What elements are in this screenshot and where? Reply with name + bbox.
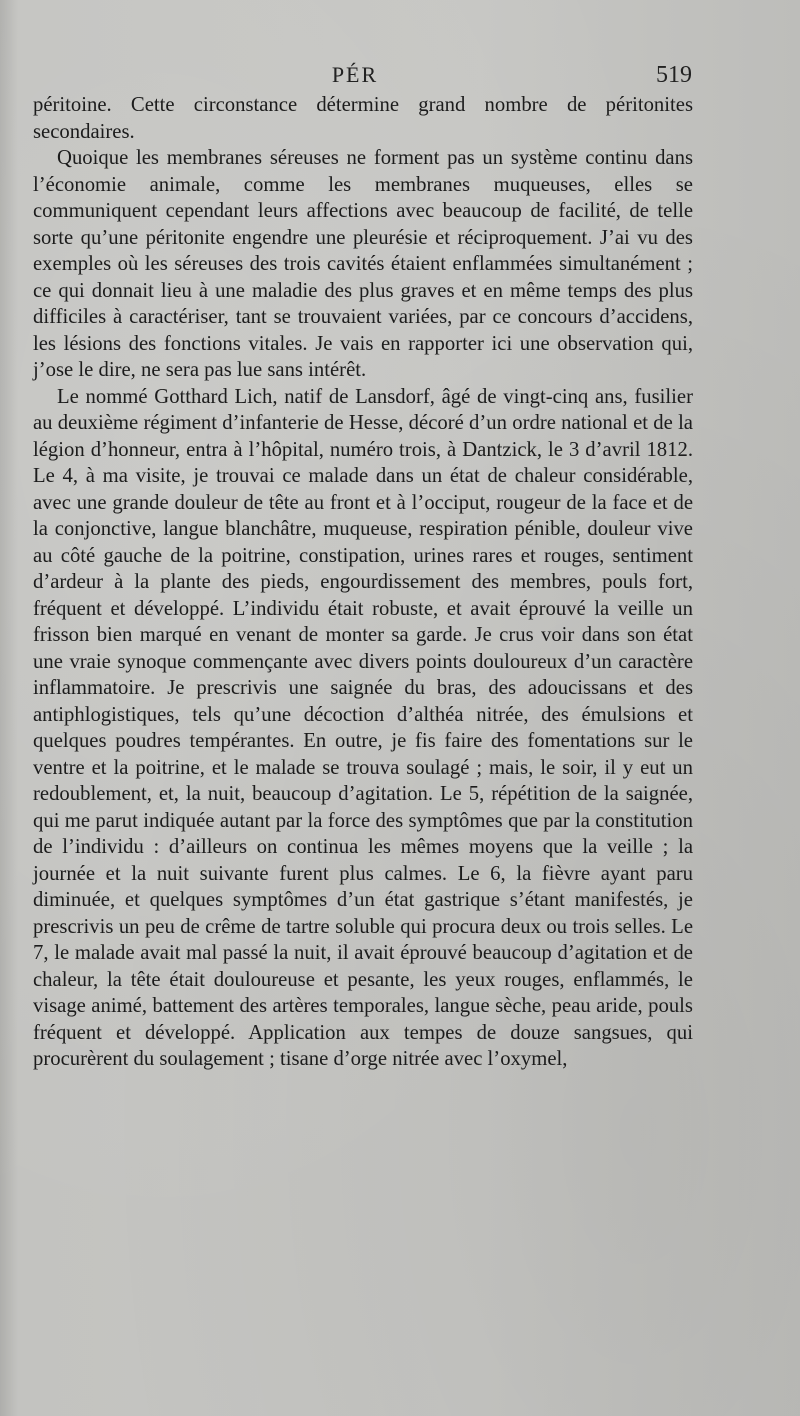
paragraph-continuation: péritoine. Cette circonstance détermine grand nombre de péritonites secondaires. <box>33 94 693 143</box>
running-head <box>0 62 800 96</box>
paragraph-serous-membranes: Quoique les membranes séreuses ne forment pas un système continu dans l’économie animale, comme les membranes muqueuses, elles se communiquent cependant leurs affections avec beaucoup de facilité, de telle sorte qu’une péritonite engendre une pleurésie et réciproquement. J’ai vu des exemples où les séreuses des trois cavités étaient enflammées simultanément ; ce qui donnait lieu à une maladie des plus graves et en même temps des plus difficiles à caractériser, tant se trouvaient variées, par ce concours d’accidens, les lésions des fonctions vitales. Je vais en rapporter ici une observation qui, j’ose le dire, ne sera pas lue sans intérêt. <box>33 147 693 381</box>
body-text <box>33 92 693 1073</box>
page-number: 519 <box>656 62 692 88</box>
running-title: PÉR <box>331 62 379 87</box>
paragraph-case-observation: Le nommé Gotthard Lich, natif de Lansdorf, âgé de vingt-cinq ans, fusilier au deuxième régiment d’infanterie de Hesse, décoré d’un ordre national et de la légion d’honneur, entra à l’hôpital, numéro trois, à Dantzick, le 3 d’avril 1812. Le 4, à ma visite, je trouvai ce malade dans un état de chaleur considérable, avec une grande douleur de tête au front et à l’occiput, rougeur de la face et de la conjonctive, langue blanchâtre, muqueuse, respiration pénible, douleur vive au côté gauche de la poitrine, constipation, urines rares et rouges, sentiment d’ardeur à la plante des pieds, engourdissement des membres, pouls fort, fréquent et développé. L’individu était robuste, et avait éprouvé la veille un frisson bien marqué en venant de monter sa garde. Je crus voir dans son état une vraie synoque commençante avec divers points douloureux d’un caractère inflammatoire. Je prescrivis une saignée du bras, des adoucissans et des antiphlogistiques, tels qu’une décoction d’althéa nitrée, des émulsions et quelques poudres tempérantes. En outre, je fis faire des fomentations sur le ventre et la poitrine, et le malade se trouva soulagé ; mais, le soir, il y eut un redoublement, et, la nuit, beaucoup d’agitation. Le 5, répétition de la saignée, qui me parut indiquée autant par la force des symptômes que par la constitution de l’individu : d’ailleurs on continua les mêmes moyens que la veille ; la journée et la nuit suivante furent plus calmes. Le 6, la fièvre ayant paru diminuée, et quelques symptômes d’un état gastrique s’étant manifestés, je prescrivis un peu de crême de tartre soluble qui procura deux ou trois selles. Le 7, le malade avait mal passé la nuit, il avait éprouvé beaucoup d’agitation et de chaleur, la tête était douloureuse et pesante, les yeux rouges, enflammés, le visage animé, battement des artères temporales, langue sèche, peau aride, pouls fréquent et développé. Application aux tempes de douze sangsues, qui procurèrent du soulagement ; tisane d’orge nitrée avec l’oxymel, <box>33 385 693 1070</box>
